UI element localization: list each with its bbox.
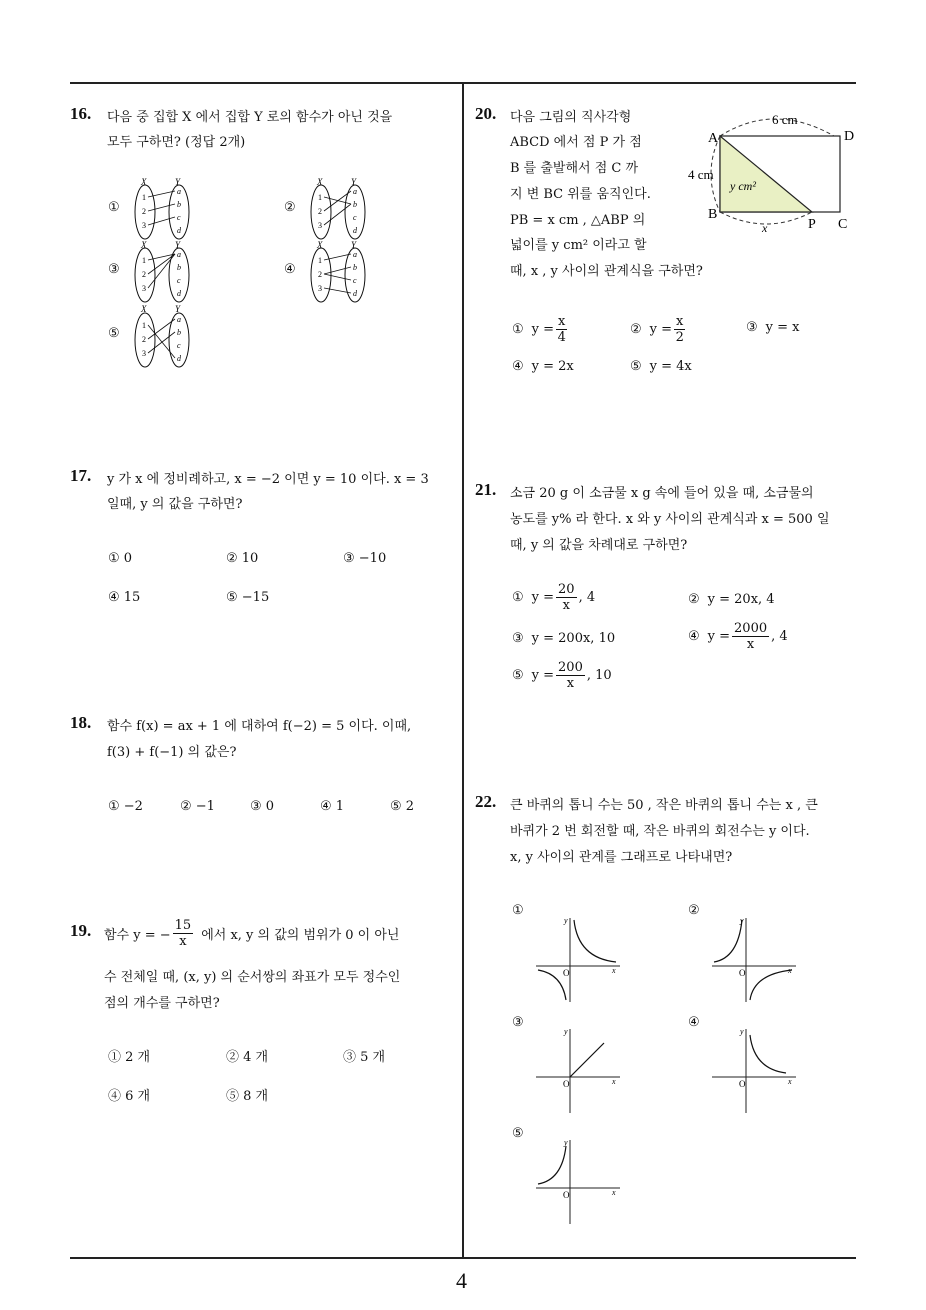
- svg-text:c: c: [353, 213, 357, 222]
- q22-text-line-3: x, y 사이의 관계를 그래프로 나타내면?: [510, 850, 733, 865]
- q16-mapping-diagram-1: [130, 176, 196, 240]
- column-divider: [462, 84, 464, 1258]
- q16-option-2-mark[interactable]: ②: [284, 200, 296, 215]
- q20-option-1-fraction: [556, 314, 567, 345]
- q20-option-2-pre: y =: [649, 322, 673, 337]
- q16-option-4-mark[interactable]: ④: [284, 262, 296, 277]
- svg-text:1: 1: [142, 256, 146, 265]
- svg-text:Y: Y: [175, 177, 181, 187]
- q18-text-line-1: 함수 f(x) = ax + 1 에 대하여 f(−2) = 5 이다. 이때,: [107, 719, 412, 734]
- q21-option-1-post: , 4: [578, 590, 596, 605]
- q20-option-3-text: y = x: [765, 320, 800, 335]
- q20-option-2[interactable]: [630, 314, 687, 345]
- q20-option-2-fraction: [674, 314, 685, 345]
- q19-fraction-numerator: 15: [174, 918, 192, 933]
- q21-option-1-numerator: 20: [558, 582, 575, 597]
- svg-text:O: O: [563, 1079, 570, 1089]
- q16-text-line-2: 모두 구하면? (정답 2개): [107, 135, 246, 150]
- svg-text:y: y: [564, 1138, 568, 1147]
- q19-text-line-3: 점의 개수를 구하면?: [104, 996, 220, 1011]
- svg-text:b: b: [353, 200, 357, 209]
- q20-option-4-text: y = 2x: [531, 359, 574, 374]
- q21-option-2-text: y = 20x, 4: [707, 592, 775, 607]
- q17-option-3[interactable]: ③ −10: [343, 551, 387, 566]
- q22-graph-3: [534, 1027, 622, 1115]
- q21-option-4[interactable]: [688, 621, 788, 652]
- q21-option-1-mark: ①: [512, 590, 524, 605]
- q17-option-5[interactable]: ⑤ −15: [226, 590, 270, 605]
- q20-option-1-pre: y =: [531, 322, 555, 337]
- svg-text:x: x: [788, 966, 792, 975]
- svg-text:B: B: [708, 207, 718, 222]
- svg-text:d: d: [177, 289, 181, 298]
- q21-option-4-numerator: 2000: [734, 621, 768, 636]
- q22-option-5-mark[interactable]: ⑤: [512, 1126, 524, 1141]
- q20-rectangle-figure: [684, 108, 866, 236]
- svg-text:c: c: [177, 341, 181, 350]
- q18-option-5[interactable]: ⑤ 2: [390, 799, 415, 814]
- question-number-22: 22.: [475, 792, 497, 811]
- svg-text:O: O: [739, 968, 746, 978]
- svg-text:y: y: [564, 916, 568, 925]
- svg-text:3: 3: [142, 221, 146, 230]
- question-number-20: 20.: [475, 104, 497, 123]
- q20-option-1-mark: ①: [512, 322, 524, 337]
- svg-text:y: y: [740, 1027, 744, 1036]
- q21-option-5-post: , 10: [586, 668, 612, 683]
- q18-option-2[interactable]: ② −1: [180, 799, 215, 814]
- svg-text:2: 2: [142, 335, 146, 344]
- svg-text:b: b: [177, 200, 181, 209]
- svg-text:x: x: [612, 966, 616, 975]
- q21-option-5-numerator: 200: [558, 660, 583, 675]
- q22-option-4-mark[interactable]: ④: [688, 1015, 700, 1030]
- svg-text:X: X: [317, 177, 323, 187]
- q22-option-3-mark[interactable]: ③: [512, 1015, 524, 1030]
- q16-mapping-diagram-3: [130, 239, 196, 303]
- q21-option-5[interactable]: [512, 660, 612, 691]
- svg-text:d: d: [177, 226, 181, 235]
- q18-option-3[interactable]: ③ 0: [250, 799, 275, 814]
- q17-text-line-1: y 가 x 에 정비례하고, x = −2 이면 y = 10 이다. x = 3: [107, 472, 429, 487]
- question-number-19: 19.: [70, 921, 92, 940]
- svg-text:a: a: [177, 250, 181, 259]
- q16-mapping-diagram-4: [306, 239, 372, 303]
- q21-option-3-text: y = 200x, 10: [531, 631, 616, 646]
- svg-text:X: X: [141, 177, 147, 187]
- q22-option-1-mark[interactable]: ①: [512, 903, 524, 918]
- svg-text:2: 2: [142, 207, 146, 216]
- q16-option-1-mark[interactable]: ①: [108, 200, 120, 215]
- q19-option-3[interactable]: ③ 5 개: [343, 1050, 386, 1065]
- svg-text:2: 2: [318, 207, 322, 216]
- svg-text:x: x: [612, 1077, 616, 1086]
- svg-text:X: X: [141, 304, 147, 314]
- q20-option-1-denominator: 4: [557, 330, 566, 345]
- svg-text:3: 3: [318, 221, 322, 230]
- svg-text:a: a: [177, 187, 181, 196]
- question-number-18: 18.: [70, 713, 92, 732]
- q20-option-5-text: y = 4x: [649, 359, 692, 374]
- q19-line1-suffix: 에서 x, y 의 값의 범위가 0 이 아닌: [201, 928, 400, 943]
- q20-option-2-numerator: x: [676, 314, 684, 329]
- q16-option-3-mark[interactable]: ③: [108, 262, 120, 277]
- q20-text-line-5: PB = x cm , △ABP 의: [510, 213, 646, 228]
- q19-option-1[interactable]: ① 2 개: [108, 1050, 151, 1065]
- q19-text-line-2: 수 전체일 때, (x, y) 의 순서쌍의 좌표가 모두 정수인: [104, 970, 401, 985]
- q20-option-2-denominator: 2: [675, 330, 684, 345]
- q17-option-4[interactable]: ④ 15: [108, 590, 141, 605]
- svg-text:Y: Y: [175, 304, 181, 314]
- q18-option-4[interactable]: ④ 1: [320, 799, 345, 814]
- svg-text:a: a: [353, 187, 357, 196]
- q21-option-3-mark: ③: [512, 631, 524, 646]
- q17-text-line-2: 일때, y 의 값을 구하면?: [107, 497, 243, 512]
- q21-option-5-mark: ⑤: [512, 668, 524, 683]
- svg-text:C: C: [838, 217, 848, 232]
- q21-option-4-fraction: [732, 621, 769, 652]
- q21-option-5-denominator: x: [566, 676, 575, 691]
- svg-text:Y: Y: [351, 240, 357, 250]
- svg-text:P: P: [808, 217, 816, 232]
- svg-text:Y: Y: [351, 177, 357, 187]
- svg-text:6 cm: 6 cm: [772, 112, 798, 127]
- question-number-21: 21.: [475, 480, 497, 499]
- q21-option-4-mark: ④: [688, 629, 700, 644]
- q16-text-line-1: 다음 중 집합 X 에서 집합 Y 로의 함수가 아닌 것을: [107, 110, 393, 125]
- q22-text-line-2: 바퀴가 2 번 회전할 때, 작은 바퀴의 회전수는 y 이다.: [510, 824, 810, 839]
- svg-text:y: y: [740, 916, 744, 925]
- q17-option-1[interactable]: ① 0: [108, 551, 133, 566]
- q22-option-2-mark[interactable]: ②: [688, 903, 700, 918]
- q19-text-line-1: [104, 918, 399, 949]
- q20-option-4-mark: ④: [512, 359, 524, 374]
- question-number-16: 16.: [70, 104, 92, 123]
- q20-text-line-2: ABCD 에서 점 P 가 점: [510, 135, 642, 150]
- svg-text:2: 2: [142, 270, 146, 279]
- q21-option-1-denominator: x: [562, 598, 570, 613]
- q16-mapping-diagram-5: [130, 303, 196, 369]
- q18-option-1[interactable]: ① −2: [108, 799, 143, 814]
- q19-fraction: [173, 918, 194, 949]
- svg-text:c: c: [177, 213, 181, 222]
- svg-text:y cm²: y cm²: [730, 179, 756, 193]
- q22-text-line-1: 큰 바퀴의 톱니 수는 50 , 작은 바퀴의 톱니 수는 x , 큰: [510, 798, 818, 813]
- q20-option-3-mark: ③: [746, 320, 758, 335]
- q20-option-1-numerator: x: [558, 314, 566, 329]
- svg-text:b: b: [353, 263, 357, 272]
- svg-text:x: x: [762, 221, 768, 235]
- q20-option-3[interactable]: [746, 320, 800, 335]
- q21-option-5-fraction: [556, 660, 585, 691]
- q16-mapping-diagram-2: [306, 176, 372, 240]
- q21-option-1-fraction: [556, 582, 577, 613]
- svg-text:O: O: [563, 968, 570, 978]
- q20-option-1[interactable]: [512, 314, 569, 345]
- svg-text:X: X: [141, 240, 147, 250]
- svg-text:Y: Y: [175, 240, 181, 250]
- q22-graph-1: [534, 916, 622, 1004]
- q21-option-2[interactable]: [688, 592, 775, 607]
- q22-graph-5: [534, 1138, 622, 1226]
- q19-fraction-denominator: x: [179, 934, 187, 949]
- q20-text-line-4: 지 변 BC 위를 움직인다.: [510, 187, 651, 202]
- q18-text-line-2: f(3) + f(−1) 의 값은?: [107, 745, 237, 760]
- svg-text:y: y: [564, 1027, 568, 1036]
- q20-text-line-1: 다음 그림의 직사각형: [510, 110, 632, 125]
- q20-text-line-6: 넓이를 y cm² 이라고 할: [510, 238, 647, 253]
- svg-text:1: 1: [318, 193, 322, 202]
- svg-text:3: 3: [142, 349, 146, 358]
- q21-option-3[interactable]: [512, 631, 615, 646]
- svg-text:A: A: [708, 131, 719, 146]
- svg-text:1: 1: [142, 193, 146, 202]
- q21-text-line-1: 소금 20 g 이 소금물 x g 속에 들어 있을 때, 소금물의: [510, 486, 814, 501]
- svg-text:a: a: [177, 315, 181, 324]
- svg-text:b: b: [177, 328, 181, 337]
- svg-text:1: 1: [318, 256, 322, 265]
- svg-text:2: 2: [318, 270, 322, 279]
- question-number-17: 17.: [70, 466, 92, 485]
- svg-text:X: X: [317, 240, 323, 250]
- q22-graph-4: [710, 1027, 798, 1115]
- q21-option-4-post: , 4: [771, 629, 788, 644]
- svg-text:d: d: [353, 226, 357, 235]
- q16-option-5-mark[interactable]: ⑤: [108, 326, 120, 341]
- q22-graph-2: [710, 916, 798, 1004]
- bottom-rule: [70, 1257, 856, 1259]
- svg-text:a: a: [353, 250, 357, 259]
- q20-text-line-7: 때, x , y 사이의 관계식을 구하면?: [510, 264, 703, 279]
- q19-line1-prefix: 함수 y = −: [104, 928, 171, 943]
- q21-option-1[interactable]: [512, 582, 595, 613]
- svg-text:d: d: [353, 289, 357, 298]
- svg-text:x: x: [612, 1188, 616, 1197]
- q20-option-5-mark: ⑤: [630, 359, 642, 374]
- q17-option-2[interactable]: ② 10: [226, 551, 259, 566]
- svg-text:d: d: [177, 354, 181, 363]
- q21-option-4-pre: y =: [707, 629, 731, 644]
- svg-text:1: 1: [142, 321, 146, 330]
- q21-option-4-denominator: x: [746, 637, 755, 652]
- svg-text:c: c: [177, 276, 181, 285]
- svg-text:c: c: [353, 276, 357, 285]
- q19-option-2[interactable]: ② 4 개: [226, 1050, 269, 1065]
- svg-text:4 cm: 4 cm: [688, 167, 714, 182]
- q19-option-4[interactable]: ④ 6 개: [108, 1089, 151, 1104]
- svg-text:O: O: [739, 1079, 746, 1089]
- svg-text:3: 3: [142, 284, 146, 293]
- q20-text-line-3: B 를 출발해서 점 C 까: [510, 161, 639, 176]
- svg-text:x: x: [788, 1077, 792, 1086]
- q21-text-line-2: 농도를 y% 라 한다. x 와 y 사이의 관계식과 x = 500 일: [510, 512, 830, 527]
- svg-text:O: O: [563, 1190, 570, 1200]
- q21-option-1-pre: y =: [531, 590, 555, 605]
- q20-option-5[interactable]: [630, 359, 692, 374]
- svg-text:b: b: [177, 263, 181, 272]
- q21-option-2-mark: ②: [688, 592, 700, 607]
- q21-text-line-3: 때, y 의 값을 차례대로 구하면?: [510, 538, 688, 553]
- svg-text:3: 3: [318, 284, 322, 293]
- q20-option-4[interactable]: [512, 359, 574, 374]
- q21-option-5-pre: y =: [531, 668, 555, 683]
- svg-text:D: D: [844, 129, 855, 144]
- q20-option-2-mark: ②: [630, 322, 642, 337]
- q19-option-5[interactable]: ⑤ 8 개: [226, 1089, 269, 1104]
- page-number: 4: [456, 1268, 467, 1293]
